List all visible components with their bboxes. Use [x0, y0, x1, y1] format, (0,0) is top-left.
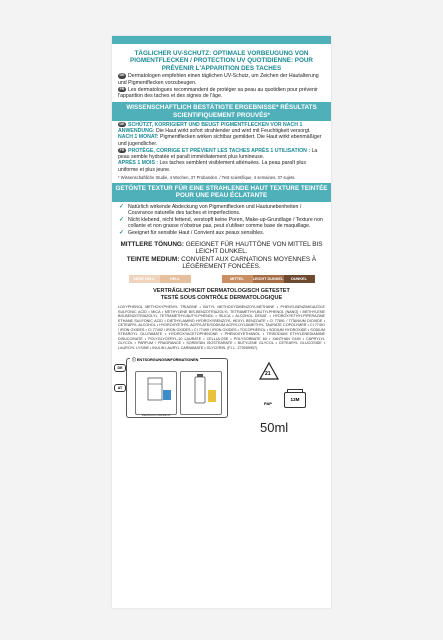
fr-badge: FR [119, 86, 125, 91]
box-caption: VERPACKUNGSBOX [141, 413, 171, 418]
texture-banner: GETÖNTE TEXTUR FÜR EINE STRAHLENDE HAUT TEXTURE TEINTÉE POUR UNE PEAU ÉCLATANTE [112, 183, 331, 202]
disposal-tile-tube [180, 371, 222, 415]
at-badge-outline: AT [114, 384, 126, 392]
box-bin-icon [136, 372, 176, 408]
shade-swatch: SEHR HELL [129, 275, 160, 283]
study-footnote: * Wissenschaftliche Studie, 4 Wochen, 37 Probanden. / Test scientifique, 4 semaines, 37 sujets. [118, 174, 296, 180]
shade-swatch: HELL [160, 275, 191, 283]
shade-swatch: LEICHT DUNKEL [252, 277, 284, 282]
de-badge: DE [119, 121, 125, 126]
benefit-item: ✓ Natürlich wirkende Abdeckung von Pigmentflecken und Hautunebenheiten / Couvrance naturelle des taches et imperfections. [119, 203, 302, 216]
disposal-tile-box [135, 371, 177, 418]
de-paragraph: DE Dermatologen empfehlen einen täglichen UV-Schutz, um Zeichen der Hautalterung und Pigmentflecken vorzubeugen. [118, 73, 319, 86]
tint-description: MITTLERE TÖNUNG: GEEIGNET FÜR HAUTTÖNE VON MITTEL BIS LEICHT DUNKEL. TEINTE MEDIUM: CONVIENT AUX CARNATIONS MOYENNES À LÉGÈREMENT FONCÉES. [120, 241, 323, 270]
shade-swatch: DUNKEL [284, 275, 315, 283]
volume-label: 50ml [260, 420, 289, 436]
ingredients-list: LOXYPHENOL METHOXYPHENYL TRIAZINE • BUTYL METHOXYDIBENZOYLMETHANE • PHENYLBENZIMIDAZOLE SULFONIC ACID • MICA • METHYLENE BIS-BENZOTRIAZOLYL TETRAMETHYLBUTYLPHENOL [NANO] / METHYLENE BIS-BENZOTRIAZOLYL TETRAMETHYLBUTYLPHENOL • SILICA • ALCOHOL DENAT. • HYDROXYETHYLPIPERAZINE ETHANE SULFONIC ACID • DIETHYLAMINO HYDROXYBENZOYL HEXYL BENZOATE • CI 77891 / TITANIUM DIOXIDE • CETEARYL ALCOHOL • HYDROXYETHYL ACRYLATE/SODIUM ACRYLOYLDIMETHYL TAURATE COPOLYMER • CI 77491 / IRON OXIDES • CI 77492 / IRON OXIDES • CI 77499 / IRON OXIDES • TOCOPHEROL • SODIUM HYDROXIDE • SODIUM STEAROYL GLUTAMATE • HYDROXYACETOPHENONE • PHENOXYETHANOL • TRISODIUM ETHYLENEDIAMINE DISUCCINATE • POLYGLYCERYL-10 LAURATE • CELLULOSE • POLYSORBATE 60 • XANTHAN GUM • CAPRYLYL GLYCOL • PARFUM / FRAGRANCE • SORBITAN ISOSTEARATE • BUTYLENE GLYCOL • CETEARYL GLUCOSIDE • LAUROYL LYSINE • INULIN LAURYL CARBAMATE • GLYCERIN. (F.I.L. Z70059957). [118, 305, 325, 350]
disposal-info-box [126, 358, 228, 418]
de-badge: DE [119, 73, 125, 78]
checkmark-icon: ✓ [119, 216, 125, 223]
benefit-item: ✓ Geeignet für sensible Haut / Convient aux peaux sensibles. [119, 229, 265, 236]
fr-badge: FR [119, 147, 125, 152]
checkmark-icon: ✓ [119, 229, 125, 236]
fr-results: FR PROTÈGE, CORRIGE ET PRÉVIENT LES TACHES APRÈS 1 UTILISATION : La peau semble hydratée et paraît immédiatement plus lumineuse. APRÈS 1 MOIS : Les taches semblent visiblement atténuées. La peau paraît plus uniforme et plus jeune. [118, 147, 318, 173]
shade-swatch [191, 275, 222, 283]
top-teal-band [112, 36, 331, 44]
shade-swatches [129, 275, 315, 283]
recycling-triangle-icon [258, 360, 280, 400]
recycle-number: 21 [265, 371, 271, 378]
bottom-symbols [112, 354, 331, 444]
product-packaging [112, 36, 331, 608]
benefit-item: ✓ Nicht klebend, nicht fettend, verstopft keine Poren, Make-up-Grundlage / Texture non collante et non grasse n'obstrue pas, peut s'utiliser comme base de maquillage. [119, 216, 323, 229]
fr-paragraph: FR Les dermatologues recommandent de protéger sa peau au quotidien pour prévenir l'apparition des taches et des signes de l'âge. [118, 86, 318, 100]
de-results: DE SCHÜTZT, KORRIGIERT UND BEUGT PIGMENTFLECKEN VOR NACH 1 ANWENDUNG: Die Haut wirkt sofort strahlender und wird mit Feuchtigkeit versorgt. NACH 1 MONAT: Pigmentflecken wirken sichtbar gemildert. Die Haut wirkt ebenmäßiger und jugendlicher. [118, 121, 322, 147]
dermatology-tested: VERTRÄGLICHKEIT DERMATOLOGISCH GETESTET TESTÉ SOUS CONTRÔLE DERMATOLOGIQUE [153, 288, 290, 301]
results-banner: WISSENSCHAFTLICH BESTÄTIGTE ERGEBNISSE* RÉSULTATS SCIENTIFIQUEMENT PROUVÉS* [112, 102, 331, 121]
recycle-code: PAP [264, 401, 272, 407]
disposal-title: ⓘ ENTSORGUNGSINFORMATIONEN [132, 358, 199, 363]
de-badge-outline: DE [114, 364, 126, 372]
checkmark-icon: ✓ [119, 203, 125, 210]
section-title-uv: TÄGLICHER UV-SCHUTZ: OPTIMALE VORBEUGUNG VON PIGMENTFLECKEN / PROTECTION UV QUOTIDIENNE: POUR PRÉVENIR L'APPARITION DES TACHES [130, 50, 313, 72]
tube-bin-icon [181, 372, 221, 412]
shade-swatch: MITTEL [222, 275, 253, 283]
pao-jar-icon: 12M [284, 392, 306, 408]
